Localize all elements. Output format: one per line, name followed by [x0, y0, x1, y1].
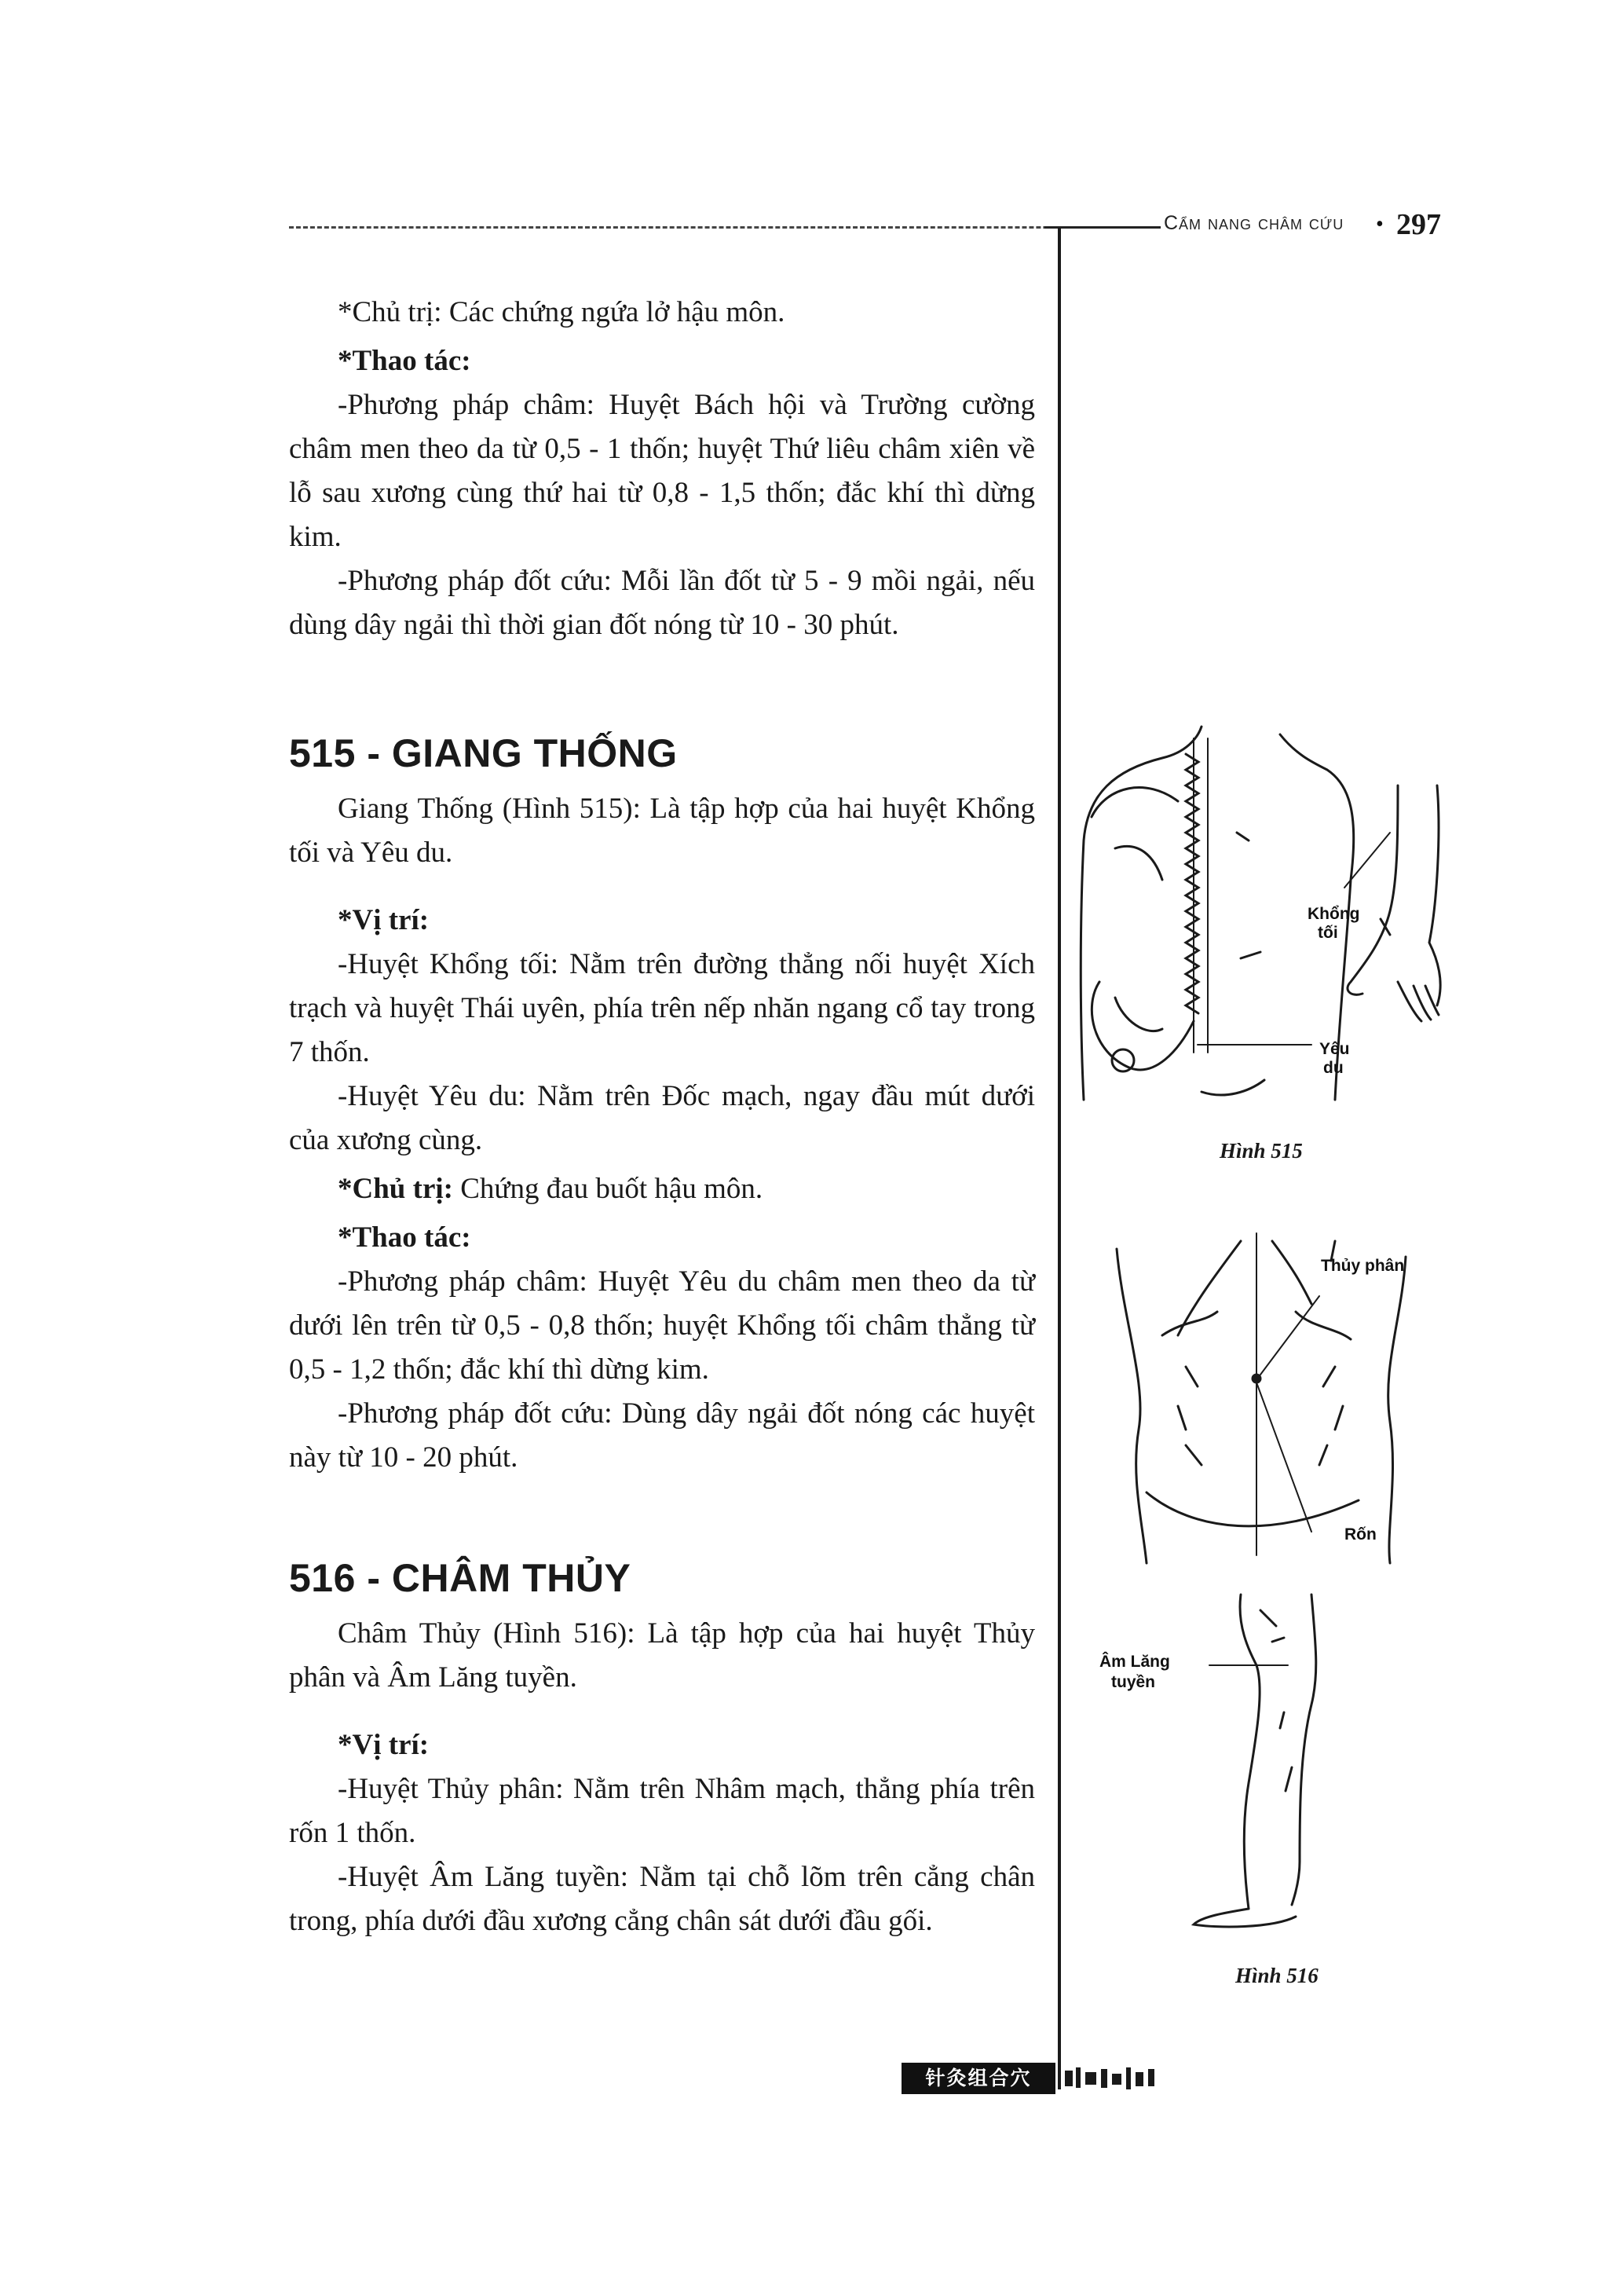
- ron-leader: [1256, 1382, 1311, 1532]
- khong-toi-leader: [1344, 833, 1390, 888]
- page-number: 297: [1396, 208, 1441, 241]
- figure-516-abdomen: [1099, 1225, 1429, 1571]
- section-515-cham: -Phương pháp châm: Huyệt Yêu du châm men theo da từ dưới lên trên từ 0,5 - 0,8 thốn; huyệt Khổng tối châm thẳng từ 0,5 - 1,2 thốn; đắc khí thì dừng kim.: [289, 1265, 1035, 1386]
- section-515-thao-tac-label: *Thao tác:: [338, 1221, 471, 1254]
- foot: [1194, 1909, 1296, 1927]
- figure-516-leg: [1099, 1579, 1429, 1940]
- prev-thao-tac-label: *Thao tác:: [338, 345, 471, 377]
- label-yeu-1: Yêu: [1319, 1040, 1350, 1058]
- forearm-left-contour: [1348, 785, 1398, 994]
- pelvis-inner: [1115, 998, 1162, 1031]
- muscle-left: [1178, 1367, 1202, 1465]
- abdomen-right-contour: [1388, 1257, 1406, 1563]
- section-516-vi-tri-1: -Huyệt Thủy phân: Nằm trên Nhâm mạch, thẳng phía trên rốn 1 thốn.: [289, 1773, 1035, 1849]
- section-515-vi-tri-2: -Huyệt Yêu du: Nằm trên Đốc mạch, ngay đầu mút dưới của xương cùng.: [289, 1080, 1035, 1156]
- section-515-vi-tri-label: *Vị trí:: [338, 904, 430, 936]
- section-516-vi-tri-2: -Huyệt Âm Lăng tuyền: Nằm tại chỗ lõm trên cẳng chân trong, phía dưới đầu xương cẳng chân sát dưới đầu gối.: [289, 1861, 1035, 1937]
- section-516: [289, 1555, 1035, 1943]
- scapula-lower: [1115, 846, 1162, 880]
- thuy-phan-point: [1253, 1375, 1260, 1382]
- section-515-heading: 515 - GIANG THỐNG: [289, 731, 678, 775]
- back-mark: [1237, 833, 1249, 840]
- label-yeu-2: du: [1323, 1059, 1344, 1077]
- footer-texture: [1062, 2064, 1172, 2093]
- column-divider: [1058, 228, 1061, 2089]
- prev-cuu-paragraph: -Phương pháp đốt cứu: Mỗi lần đốt từ 5 - 9 mồi ngải, nếu dùng dây ngải thì thời gian đốt nóng từ 10 - 30 phút.: [289, 565, 1035, 641]
- label-khong-2: tối: [1318, 924, 1338, 942]
- vertebrae: [1186, 754, 1198, 1013]
- fingers: [1398, 982, 1439, 1021]
- chest-left: [1178, 1241, 1241, 1335]
- label-khong-1: Khổng: [1308, 905, 1360, 923]
- back-left-contour: [1081, 727, 1202, 1100]
- thuy-phan-leader: [1260, 1296, 1319, 1375]
- section-515-cuu: -Phương pháp đốt cứu: Dùng dây ngải đốt nóng các huyệt này từ 10 - 20 phút.: [289, 1397, 1035, 1474]
- scapula: [1092, 788, 1178, 817]
- leg-marks: [1260, 1610, 1292, 1791]
- leg-outer-contour: [1292, 1595, 1316, 1905]
- figure-516-caption: Hình 516: [1235, 1964, 1319, 1987]
- figure-515-illustration: [1068, 723, 1461, 1131]
- section-515-intro: Giang Thống (Hình 515): Là tập hợp của hai huyệt Khổng tối và Yêu du.: [289, 793, 1035, 869]
- header-bullet: •: [1376, 212, 1384, 236]
- header-rule: [289, 226, 1161, 229]
- section-516-vi-tri-label: *Vị trí:: [338, 1729, 430, 1761]
- section-515-vi-tri-1: -Huyệt Khổng tối: Nằm trên đường thẳng nối huyệt Xích trạch và huyệt Thái uyên, phía trên nếp nhăn ngang cổ tay trong 7 thốn.: [289, 948, 1035, 1068]
- forearm-right-contour: [1429, 785, 1440, 1005]
- prev-cham-paragraph: -Phương pháp châm: Huyệt Bách hội và Trường cường châm men theo da từ 0,5 - 1 thốn; huyệt Thứ liêu châm xiên về lỗ sau xương cùng thứ hai từ 0,8 - 1,5 thốn; đắc khí thì dừng kim.: [289, 389, 1035, 553]
- pelvis-left: [1092, 982, 1194, 1070]
- prev-section: [289, 291, 1035, 647]
- figure-515-caption: Hình 515: [1220, 1139, 1303, 1163]
- section-516-heading: 516 - CHÂM THỦY: [289, 1556, 631, 1600]
- section-515: [289, 731, 1035, 1480]
- header-rule-solid: [1044, 226, 1161, 229]
- label-am-lang-1: Âm Lăng: [1099, 1653, 1170, 1671]
- chest-right: [1272, 1241, 1311, 1304]
- section-515-chu-tri: *Chủ trị: Chứng đau buốt hậu môn.: [338, 1173, 763, 1205]
- footer-band: 针灸组合穴: [902, 2063, 1055, 2094]
- label-am-lang-2: tuyền: [1111, 1673, 1156, 1691]
- leg-inner-contour: [1240, 1595, 1260, 1909]
- abdomen-left-contour: [1117, 1249, 1147, 1563]
- label-thuy-phan: Thủy phân: [1321, 1257, 1405, 1275]
- prev-chu-tri: *Chủ trị: Các chứng ngứa lở hậu môn.: [338, 296, 785, 328]
- lower-belly: [1147, 1492, 1359, 1526]
- back-mark-2: [1241, 952, 1260, 958]
- running-head: Cẩm nang châm cứu: [1164, 212, 1344, 234]
- buttock-curve: [1202, 1080, 1264, 1095]
- label-ron: Rốn: [1344, 1525, 1377, 1543]
- muscle-right: [1319, 1367, 1343, 1465]
- section-516-intro: Châm Thủy (Hình 516): Là tập hợp của hai huyệt Thủy phân và Âm Lăng tuyền.: [289, 1617, 1035, 1694]
